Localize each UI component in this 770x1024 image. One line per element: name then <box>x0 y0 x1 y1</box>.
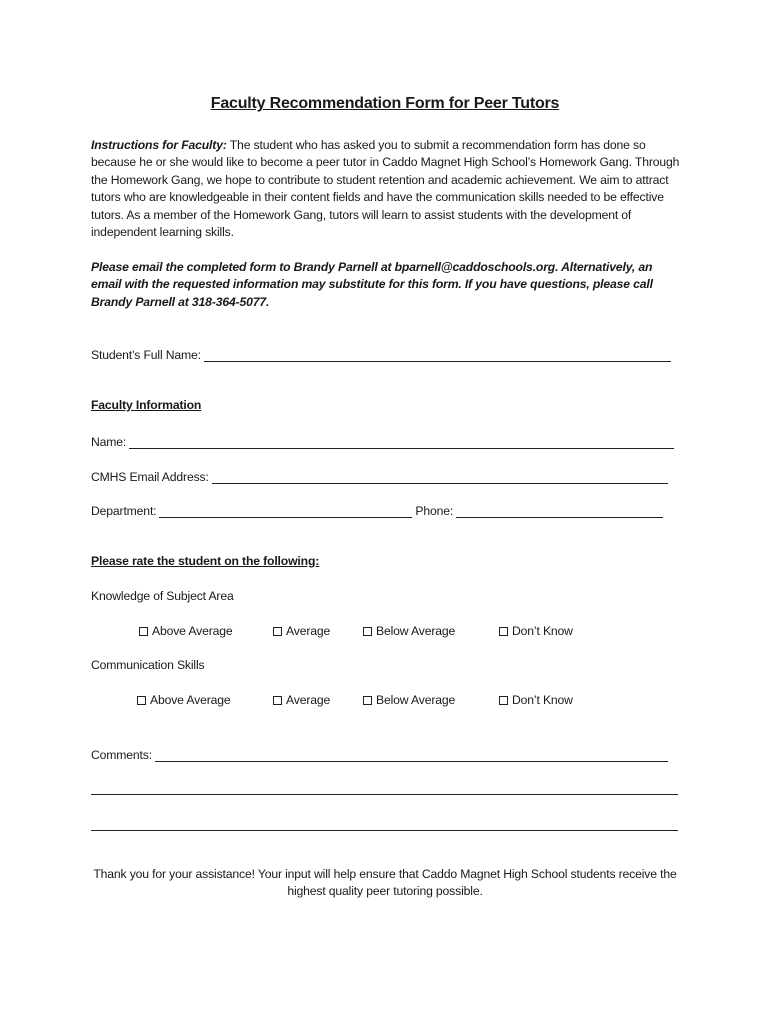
communication-average-option[interactable] <box>273 693 330 707</box>
option-label: Below Average <box>376 693 456 707</box>
criterion-communication-label: Communication Skills <box>91 658 205 672</box>
student-name-blank[interactable] <box>204 347 671 362</box>
comments-field[interactable] <box>91 744 668 762</box>
checkbox-icon[interactable] <box>273 627 282 636</box>
instructions-lead: Instructions for Faculty: <box>91 138 227 152</box>
comments-blank-line-3[interactable] <box>91 830 678 831</box>
rating-heading: Please rate the student on the following: <box>91 554 320 568</box>
faculty-name-blank[interactable] <box>129 434 674 449</box>
instructions-paragraph <box>91 137 683 241</box>
email-note: Please email the completed form to Brandy Parnell at bparnell@caddoschools.org. Alternatively, an email with the requested information may substitute for this form. If you have questions, please call Brandy Parnell at 318-364-5077. <box>91 260 653 309</box>
page-title: Faculty Recommendation Form for Peer Tutors <box>210 95 560 112</box>
department-label: Department: <box>91 504 157 518</box>
student-name-field[interactable] <box>91 344 671 362</box>
communication-above-average-option[interactable] <box>137 693 231 707</box>
faculty-name-field[interactable] <box>91 431 674 449</box>
option-label: Above Average <box>152 624 233 638</box>
phone-label: Phone: <box>415 504 454 518</box>
checkbox-icon[interactable] <box>139 627 148 636</box>
knowledge-average-option[interactable] <box>273 624 330 638</box>
faculty-info-heading: Faculty Information <box>91 398 202 412</box>
checkbox-icon[interactable] <box>499 696 508 705</box>
option-label: Average <box>286 693 331 707</box>
comments-blank-line-1[interactable] <box>155 747 668 762</box>
comments-blank-line-2[interactable] <box>91 794 678 795</box>
option-label: Above Average <box>150 693 231 707</box>
option-label: Below Average <box>376 624 456 638</box>
closing-note: Thank you for your assistance! Your input will help ensure that Caddo Magnet High School students receive the highest quality peer tutoring possible. <box>93 867 677 899</box>
student-name-label: Student’s Full Name: <box>91 348 201 362</box>
knowledge-dont-know-option[interactable] <box>499 624 573 638</box>
option-label: Average <box>286 624 331 638</box>
department-blank[interactable] <box>159 503 412 518</box>
department-phone-field[interactable] <box>91 500 663 518</box>
comments-label: Comments: <box>91 748 152 762</box>
checkbox-icon[interactable] <box>363 696 372 705</box>
checkbox-icon[interactable] <box>273 696 282 705</box>
email-address-blank[interactable] <box>212 469 668 484</box>
checkbox-icon[interactable] <box>499 627 508 636</box>
option-label: Don’t Know <box>512 693 573 707</box>
phone-blank[interactable] <box>456 503 663 518</box>
faculty-name-label: Name: <box>91 435 127 449</box>
knowledge-above-average-option[interactable] <box>139 624 233 638</box>
communication-dont-know-option[interactable] <box>499 693 573 707</box>
checkbox-icon[interactable] <box>137 696 146 705</box>
email-address-field[interactable] <box>91 466 668 484</box>
knowledge-below-average-option[interactable] <box>363 624 455 638</box>
email-address-label: CMHS Email Address: <box>91 470 209 484</box>
instructions-body: The student who has asked you to submit a recommendation form has done so because he or she would like to become a peer tutor in Caddo Magnet High School’s Homework Gang. Through the Homework Gang, we hope to contribute to student retention and academic achievement. We aim to attract tutors who are knowledgeable in their content fields and have the communication skills needed to be effective tutors. As a member of the Homework Gang, tutors will learn to assist students with the development of independent learning skills. <box>91 138 680 240</box>
criterion-knowledge-label: Knowledge of Subject Area <box>91 589 234 603</box>
option-label: Don’t Know <box>512 624 573 638</box>
checkbox-icon[interactable] <box>363 627 372 636</box>
communication-below-average-option[interactable] <box>363 693 455 707</box>
